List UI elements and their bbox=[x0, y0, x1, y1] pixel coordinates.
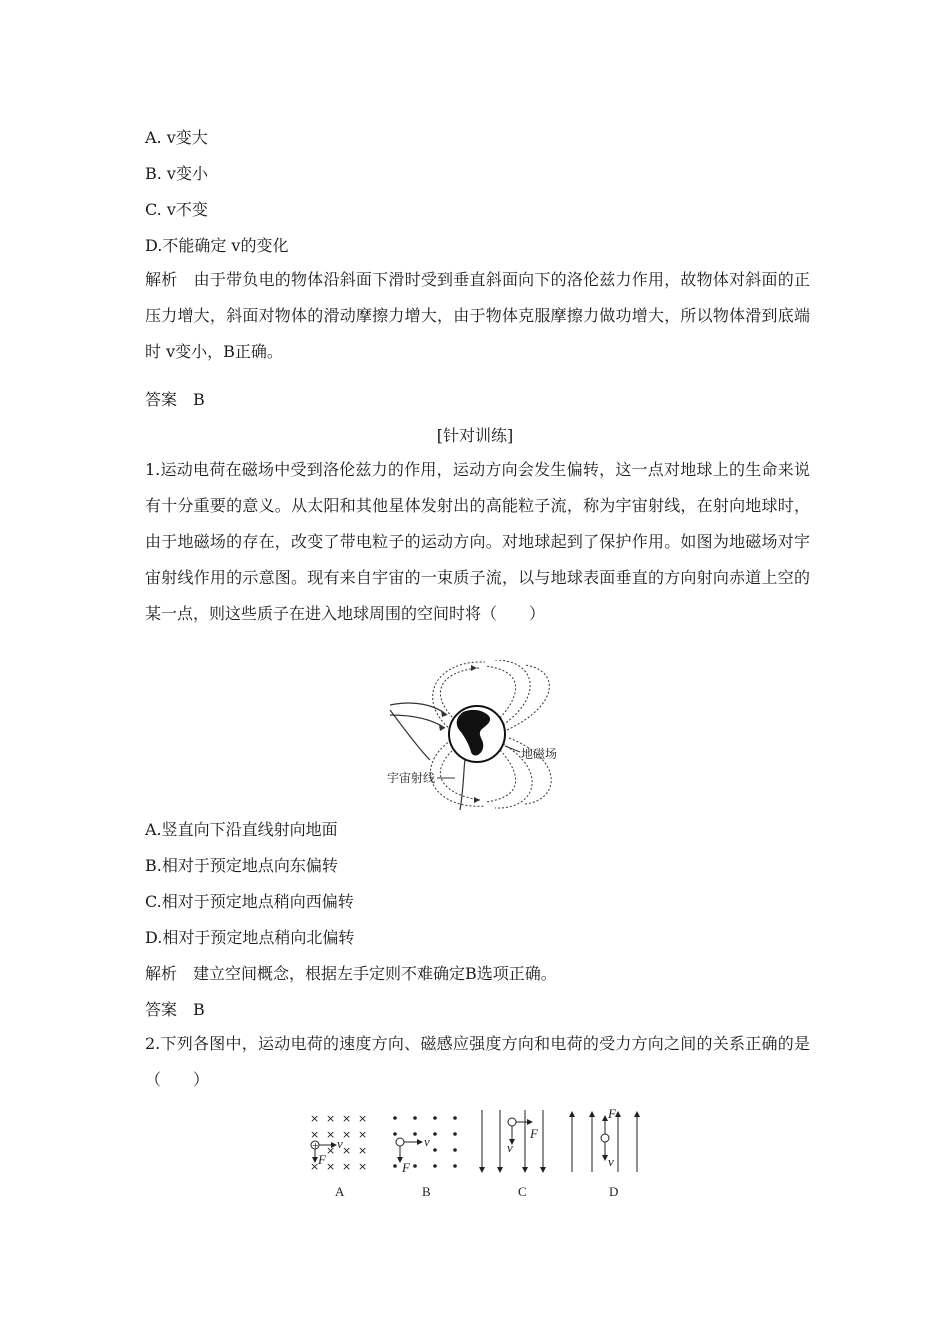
earth-magnetic-field-figure bbox=[385, 660, 570, 810]
q1-option-d: D.相对于预定地点稍向北偏转 bbox=[145, 928, 355, 947]
svg-text:×: × bbox=[326, 1160, 336, 1173]
svg-text:×: × bbox=[342, 1160, 352, 1173]
svg-text:×: × bbox=[326, 1112, 336, 1125]
svg-text:+: + bbox=[312, 1141, 319, 1150]
svg-text:×: × bbox=[342, 1144, 352, 1157]
panel-c-v: v bbox=[507, 1140, 513, 1155]
label-magnetic-field: 地磁场 bbox=[521, 747, 558, 761]
panel-b-label: B bbox=[422, 1184, 431, 1199]
example-analysis: 解析 由于带负电的物体沿斜面下滑时受到垂直斜面向下的洛伦兹力作用，故物体对斜面的正压力增大，斜面对物体的滑动摩擦力增大，由于物体克服摩擦力做功增大，所以物体滑到底端时 v变小，B正确。 bbox=[145, 270, 810, 361]
q2-stem: 2.下列各图中，运动电荷的速度方向、磁感应强度方向和电荷的受力方向之间的关系正确的是（ ） bbox=[145, 1034, 810, 1089]
panel-d-f: F bbox=[608, 1108, 616, 1121]
q1-stem: 1.运动电荷在磁场中受到洛伦兹力的作用，运动方向会发生偏转，这一点对地球上的生命来说有十分重要的意义。从太阳和其他星体发射出的高能粒子流，称为宇宙射线，在射向地球时，由于地磁场的存在，改变了带电粒子的运动方向。对地球起到了保护作用。如图为地磁场对宇宙射线作用的示意图。现有来自宇宙的一束质子流，以与地球表面垂直的方向射向赤道上空的某一点，则这些质子在进入地球周围的空间时将（ ） bbox=[145, 460, 810, 623]
panel-b-f: F bbox=[402, 1160, 410, 1175]
svg-text:×: × bbox=[358, 1160, 368, 1173]
q1-answer: 答案 B bbox=[145, 1000, 205, 1019]
q1-option-c: C.相对于预定地点稍向西偏转 bbox=[145, 892, 354, 911]
svg-text:×: × bbox=[326, 1128, 336, 1141]
svg-text:×: × bbox=[310, 1160, 320, 1173]
svg-text:×: × bbox=[310, 1128, 320, 1141]
panel-a-v: v bbox=[337, 1136, 343, 1151]
panel-d-v: v bbox=[608, 1154, 614, 1169]
svg-text:×: × bbox=[358, 1112, 368, 1125]
panel-d bbox=[572, 1112, 637, 1172]
svg-text:×: × bbox=[342, 1128, 352, 1141]
example-option-a: A. v变大 bbox=[145, 128, 208, 147]
example-option-c: C. v不变 bbox=[145, 200, 208, 219]
panel-d-label: D bbox=[609, 1184, 619, 1199]
panel-a-f: F bbox=[318, 1152, 326, 1167]
q2-diagrams bbox=[300, 1108, 650, 1203]
section-title: [针对训练] bbox=[436, 426, 514, 445]
panel-c-f: F bbox=[530, 1126, 538, 1141]
svg-text:×: × bbox=[342, 1112, 352, 1125]
example-option-d: D.不能确定 v的变化 bbox=[145, 236, 289, 255]
svg-text:×: × bbox=[358, 1144, 368, 1157]
svg-text:×: × bbox=[326, 1144, 336, 1157]
example-option-b: B. v变小 bbox=[145, 164, 208, 183]
panel-c-label: C bbox=[518, 1184, 527, 1199]
panel-b-v: v bbox=[424, 1134, 430, 1149]
q1-analysis: 解析 建立空间概念，根据左手定则不难确定B选项正确。 bbox=[145, 964, 557, 983]
q1-option-a: A.竖直向下沿直线射向地面 bbox=[145, 820, 338, 839]
svg-text:×: × bbox=[358, 1128, 368, 1141]
panel-a-label: A bbox=[335, 1184, 345, 1199]
example-answer: 答案 B bbox=[145, 390, 205, 409]
svg-text:×: × bbox=[310, 1112, 320, 1125]
label-cosmic-ray: 宇宙射线 bbox=[387, 771, 436, 785]
q1-option-b: B.相对于预定地点向东偏转 bbox=[145, 856, 338, 875]
